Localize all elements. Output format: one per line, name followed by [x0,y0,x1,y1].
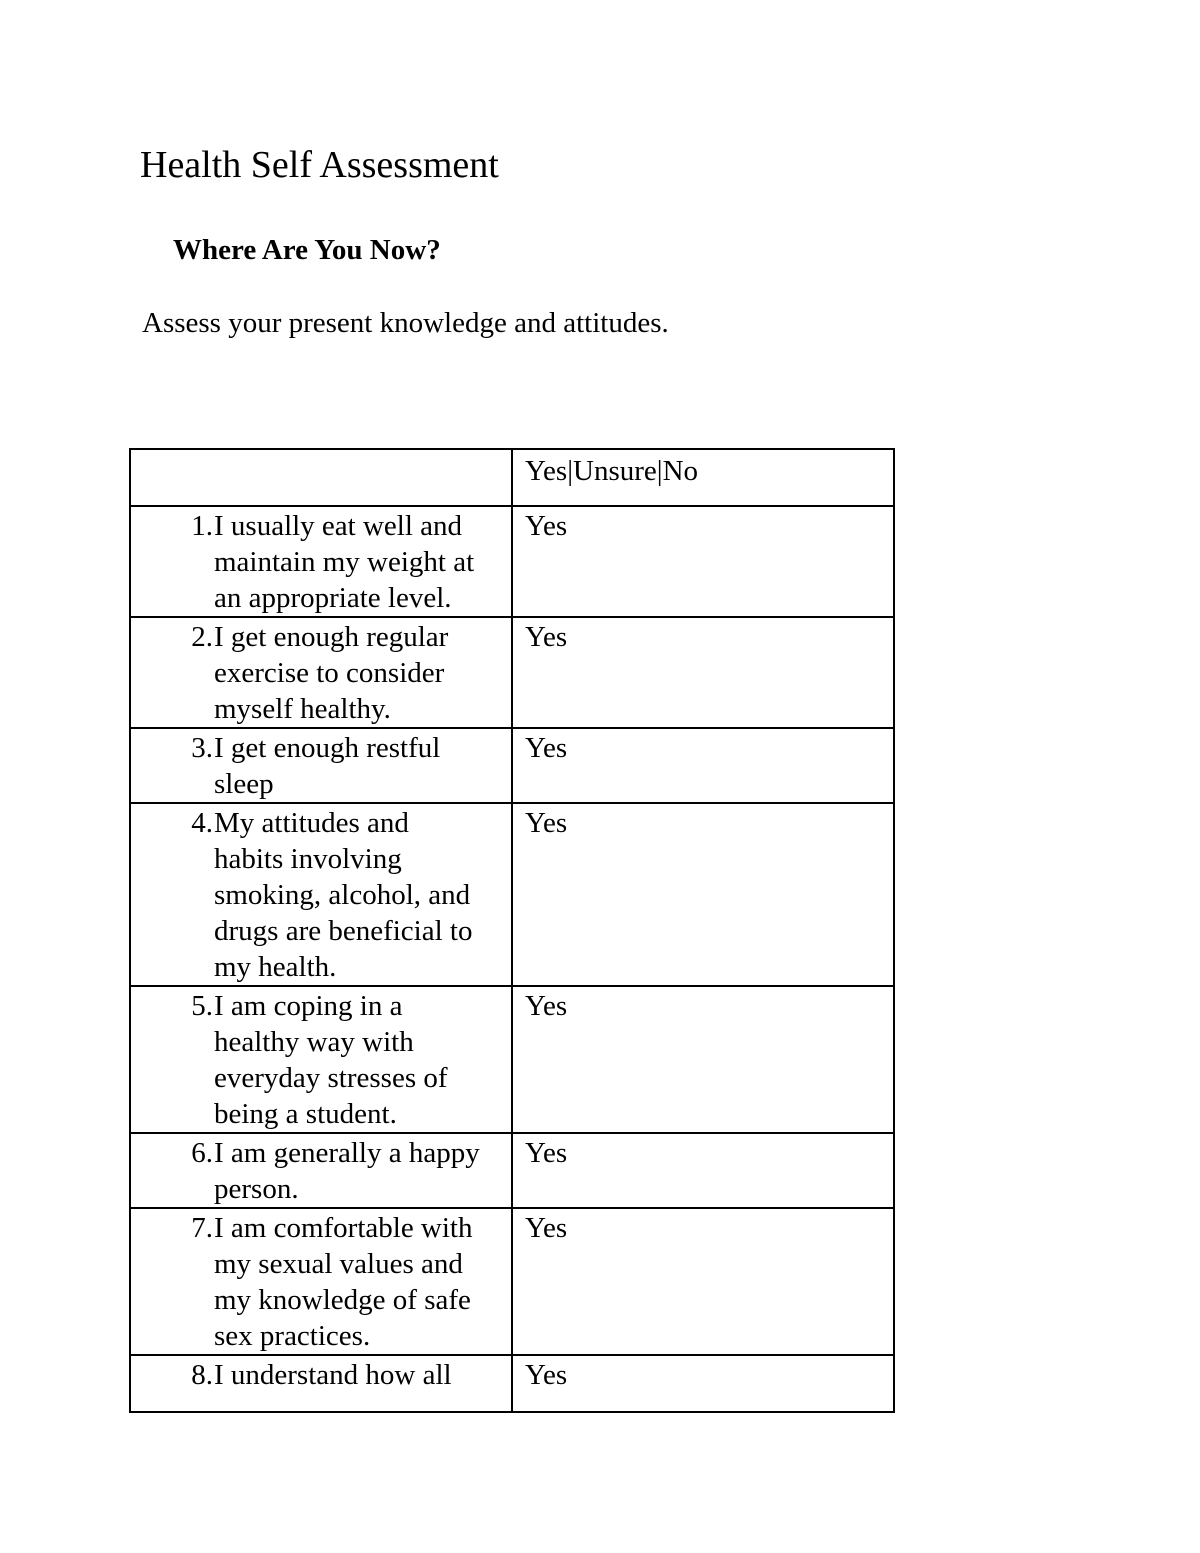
table-header-row [130,449,894,506]
section-heading: Where Are You Now? [173,234,441,266]
answer-cell [512,728,894,803]
answer-cell [512,803,894,986]
intro-text: Assess your present knowledge and attitudes. [142,307,669,339]
question-cell [130,506,512,617]
table-row [130,1133,894,1208]
table-row [130,617,894,728]
table-row [130,728,894,803]
answer-text: Yes [525,621,568,653]
question-number: 1. [191,510,213,542]
answer-cell [512,986,894,1133]
table-row [130,803,894,986]
answer-text: Yes [525,990,568,1022]
answer-column-header [512,449,894,506]
answer-cell [512,1208,894,1355]
answer-text: Yes [525,1212,568,1244]
answer-text: Yes [525,732,568,764]
question-cell [130,617,512,728]
answer-text: Yes [525,807,568,839]
answer-text: Yes [525,510,568,542]
question-column-header [130,449,512,506]
question-text: I am comfortable with my sexual values and my knowledge of safe sex practices. [214,1212,473,1352]
table-row [130,1355,894,1412]
question-column-header-label [131,450,511,499]
question-number: 7. [191,1212,213,1244]
answer-column-header-label: Yes|Unsure|No [525,455,699,487]
question-number: 6. [191,1137,213,1169]
question-number: 2. [191,621,213,653]
question-text: I am coping in a healthy way with everyday stresses of being a student. [214,990,448,1130]
answer-cell [512,506,894,617]
answer-cell [512,617,894,728]
question-cell [130,1208,512,1355]
table-row [130,1208,894,1355]
question-number: 4. [191,807,213,839]
question-number: 5. [191,990,213,1022]
answer-cell [512,1355,894,1412]
answer-text: Yes [525,1137,568,1169]
question-text: I understand how all [214,1359,452,1391]
question-text: My attitudes and habits involving smoking, alcohol, and drugs are beneficial to my health. [214,807,473,983]
question-text: I get enough restful sleep [214,732,441,800]
question-cell [130,803,512,986]
answer-text: Yes [525,1359,568,1391]
question-cell [130,986,512,1133]
table-row [130,506,894,617]
answer-cell [512,1133,894,1208]
question-text: I am generally a happy person. [214,1137,480,1205]
question-number: 8. [191,1359,213,1391]
question-text: I usually eat well and maintain my weight at an appropriate level. [214,510,475,614]
table-row [130,986,894,1133]
document-title: Health Self Assessment [140,144,499,186]
question-number: 3. [191,732,213,764]
assessment-table [129,448,895,1413]
question-text: I get enough regular exercise to consider myself healthy. [214,621,449,725]
question-cell [130,1355,512,1412]
question-cell [130,1133,512,1208]
question-cell [130,728,512,803]
